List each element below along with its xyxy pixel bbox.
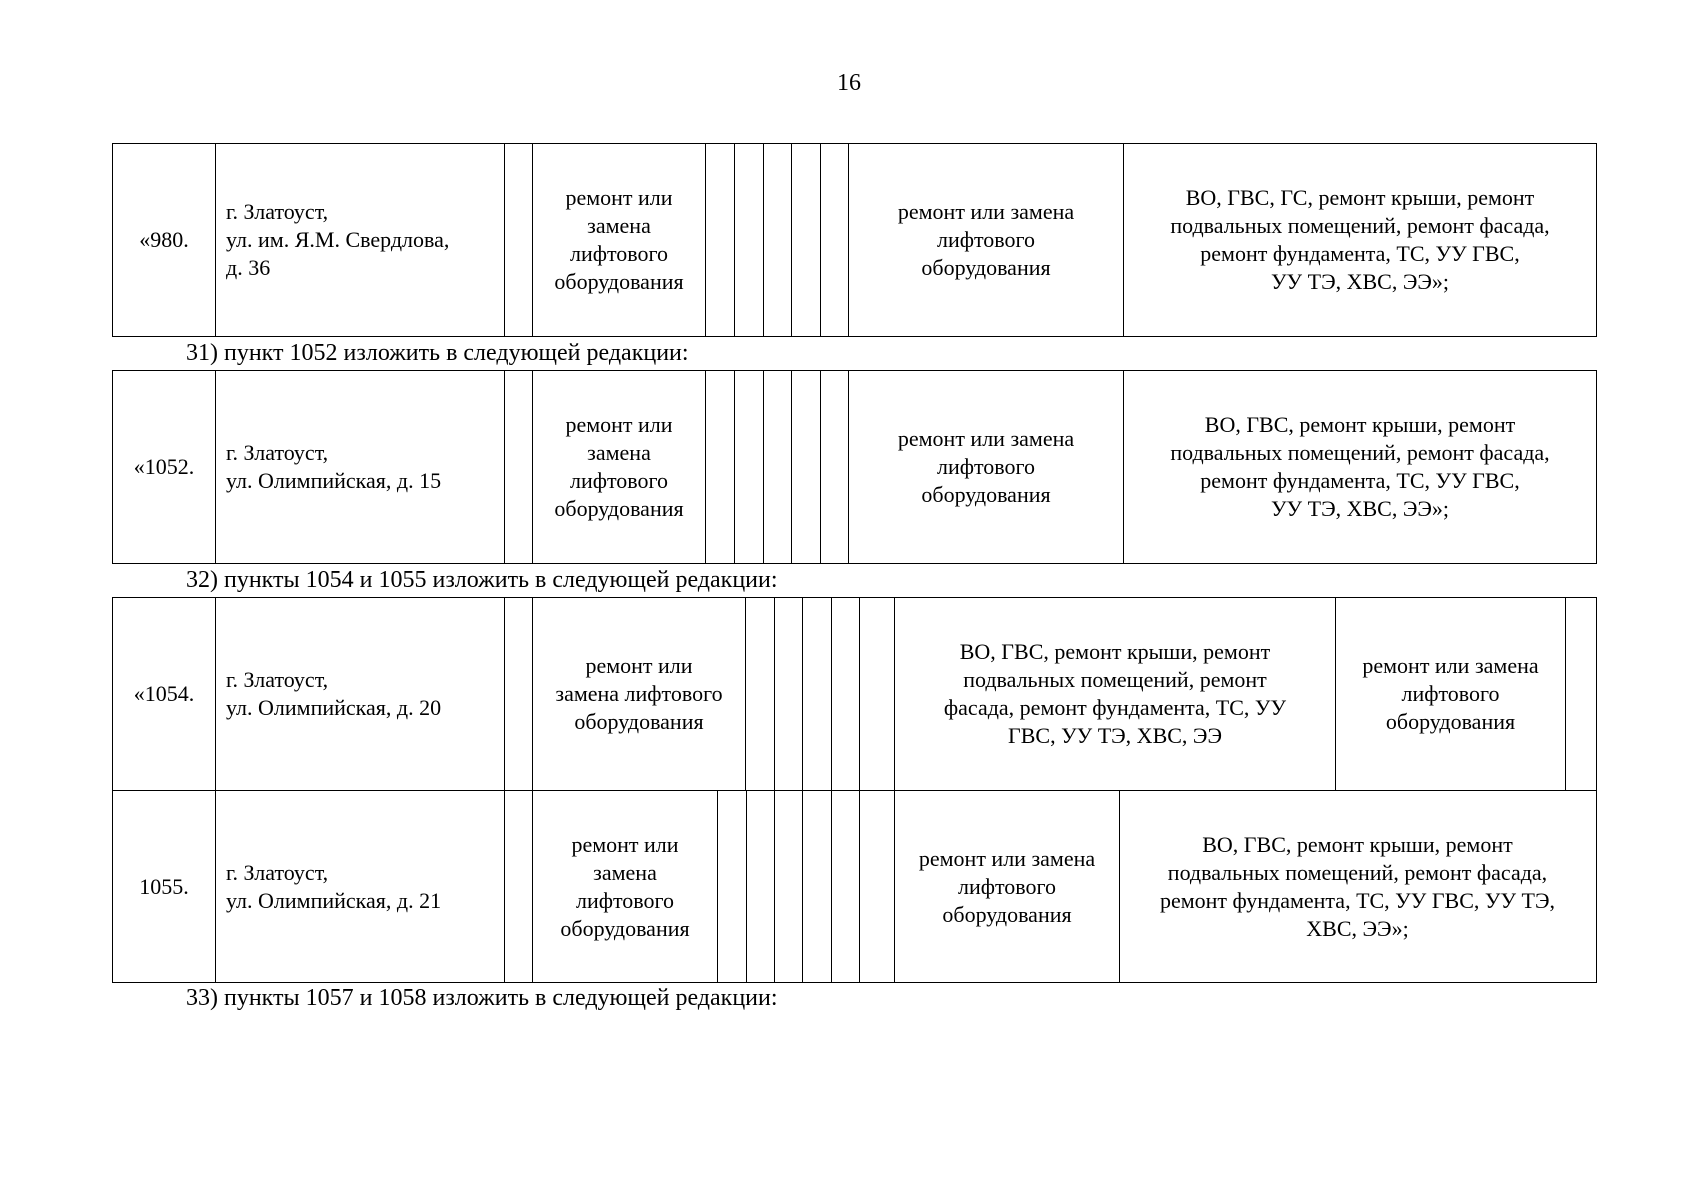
address-cell: г. Златоуст, ул. Олимпийская, д. 15 xyxy=(216,371,505,563)
lift-repair-cell: ремонт или замена лифтового оборудования xyxy=(533,791,718,982)
table-rows-1054-1055 xyxy=(112,597,1597,983)
empty-cell xyxy=(860,598,895,790)
lift-repair-cell: ремонт или замена лифтового оборудования xyxy=(849,371,1124,563)
works-list-cell: ВО, ГВС, ремонт крыши, ремонт подвальных помещений, ремонт фасада, ремонт фундамента, ТС, УУ ГВС, УУ ТЭ, ХВС, ЭЭ»; xyxy=(1170,412,1550,521)
table-row xyxy=(112,143,1597,337)
page-number: 16 xyxy=(837,70,861,96)
works-list-cell: ВО, ГВС, ГС, ремонт крыши, ремонт подвальных помещений, ремонт фасада, ремонт фундамента, ТС, УУ ГВС, УУ ТЭ, ХВС, ЭЭ»; xyxy=(1170,185,1550,294)
row-number-cell: «1052. xyxy=(113,371,216,563)
empty-cell xyxy=(860,791,895,982)
empty-cell xyxy=(505,791,533,982)
table-row xyxy=(113,598,1595,790)
address-cell: г. Златоуст, ул. Олимпийская, д. 20 xyxy=(216,598,505,790)
address-cell: г. Златоуст, ул. Олимпийская, д. 21 xyxy=(216,791,505,982)
lift-repair-cell: ремонт или замена лифтового оборудования xyxy=(533,144,706,336)
empty-cell xyxy=(792,144,821,336)
empty-cell xyxy=(803,791,832,982)
works-list-cell: ВО, ГВС, ремонт крыши, ремонт подвальных помещений, ремонт фасада, ремонт фундамента, ТС, УУ ГВС, УУ ТЭ, ХВС, ЭЭ xyxy=(895,598,1336,790)
table-row xyxy=(113,791,1595,982)
lift-repair-cell: ремонт или замена лифтового оборудования xyxy=(849,144,1124,336)
lift-repair-cell: ремонт или замена лифтового оборудования xyxy=(895,791,1120,982)
empty-cell xyxy=(706,144,735,336)
lift-repair-cell: ремонт или замена лифтового оборудования xyxy=(533,598,746,790)
empty-cell xyxy=(747,791,775,982)
empty-cell xyxy=(746,598,775,790)
empty-cell xyxy=(735,371,764,563)
empty-cell xyxy=(505,144,533,336)
paragraph-33: 33) пункты 1057 и 1058 изложить в следующей редакции: xyxy=(186,985,778,1011)
table-row xyxy=(112,370,1597,564)
empty-cell xyxy=(821,371,849,563)
empty-cell xyxy=(775,598,803,790)
empty-cell xyxy=(764,371,792,563)
address-cell: г. Златоуст, ул. им. Я.М. Свердлова, д. 36 xyxy=(216,144,505,336)
empty-cell xyxy=(706,371,735,563)
empty-cell xyxy=(718,791,747,982)
paragraph-31: 31) пункт 1052 изложить в следующей редакции: xyxy=(186,340,689,366)
works-list-cell: ВО, ГВС, ремонт крыши, ремонт подвальных помещений, ремонт фасада, ремонт фундамента, ТС, УУ ГВС, УУ ТЭ, ХВС, ЭЭ»; xyxy=(1159,831,1556,941)
empty-cell xyxy=(803,598,832,790)
empty-cell xyxy=(1566,598,1595,790)
row-number-cell: «1054. xyxy=(113,598,216,790)
empty-cell xyxy=(764,144,792,336)
paragraph-32: 32) пункты 1054 и 1055 изложить в следующей редакции: xyxy=(186,567,778,593)
row-number-cell: 1055. xyxy=(113,791,216,982)
empty-cell xyxy=(505,371,533,563)
lift-repair-cell: ремонт или замена лифтового оборудования xyxy=(1336,598,1566,790)
row-number-cell: «980. xyxy=(113,144,216,336)
empty-cell xyxy=(832,791,860,982)
lift-repair-cell: ремонт или замена лифтового оборудования xyxy=(533,371,706,563)
empty-cell xyxy=(775,791,803,982)
empty-cell xyxy=(821,144,849,336)
empty-cell xyxy=(505,598,533,790)
empty-cell xyxy=(735,144,764,336)
empty-cell xyxy=(792,371,821,563)
empty-cell xyxy=(832,598,860,790)
